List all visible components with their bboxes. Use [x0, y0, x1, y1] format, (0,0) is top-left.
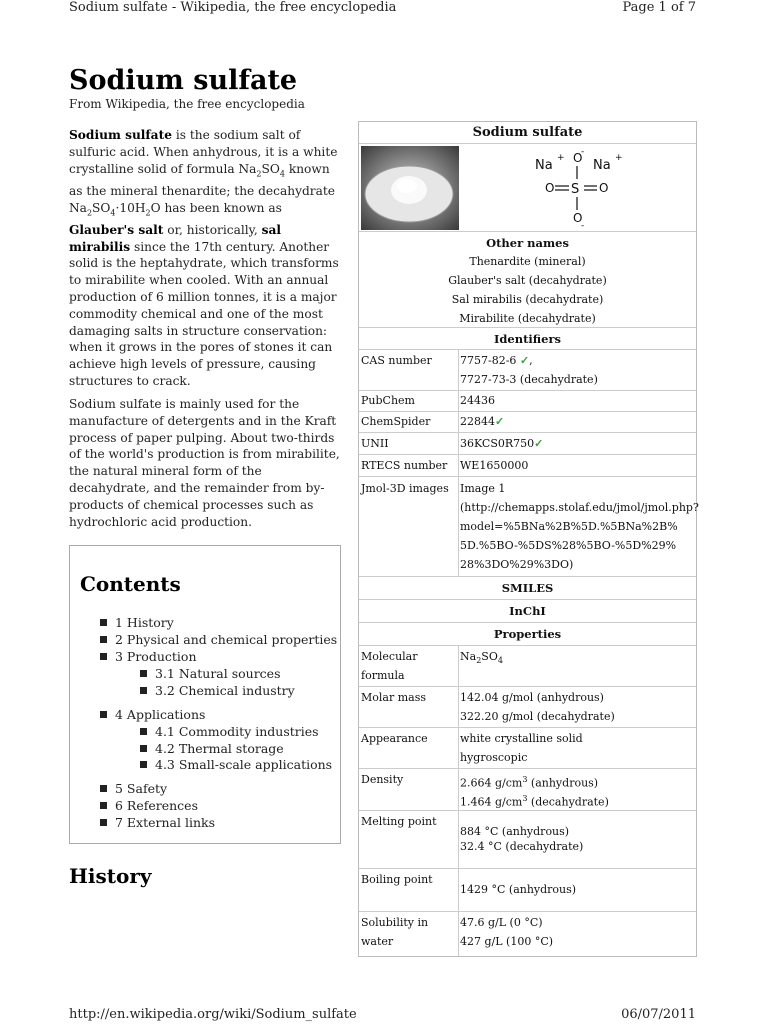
boiling-point-value: 1429 °C (anhydrous)	[460, 883, 577, 896]
bullet-icon	[100, 802, 107, 809]
cas-value[interactable]: 7757-82-6 ✓,	[460, 354, 533, 367]
toc-item-references[interactable]: 6 References	[100, 798, 198, 813]
toc-item-external-links[interactable]: 7 External links	[100, 815, 215, 830]
molecular-formula-label: Molecular	[361, 650, 418, 663]
solubility-label: Solubility in	[361, 916, 429, 929]
svg-text:O: O	[599, 181, 609, 195]
svg-text:S: S	[571, 182, 580, 197]
rtecs-label: RTECS number	[361, 459, 448, 472]
molecular-formula-value: $Na_2SO_4$	[460, 650, 503, 666]
bullet-icon	[100, 619, 107, 626]
usage-paragraph: Sodium sulfate is mainly used for the manufacture of detergents and in the Kraft process of paper pulping. About two-thirds of the world's production is from mirabilite, the natural mineral form of the decahydrate, and the remainder from by-products of chemical processes such as hydrochloric acid production.	[69, 397, 340, 529]
infobox-other-names	[359, 232, 696, 328]
row-unii	[359, 433, 696, 455]
svg-text:Na: Na	[593, 158, 611, 173]
chemspider-value[interactable]: 22844✓	[460, 415, 505, 428]
row-rtecs	[359, 455, 696, 477]
chemspider-label: ChemSpider	[361, 415, 431, 428]
toc-item-properties[interactable]: 2 Physical and chemical properties	[100, 632, 337, 647]
svg-text:-: -	[581, 221, 585, 230]
toc-item-small-scale[interactable]: 4.3 Small-scale applications	[140, 757, 332, 772]
row-melting-point	[359, 811, 696, 869]
other-name-item: Mirabilite (decahydrate)	[459, 312, 596, 325]
appearance-value: white crystalline solid	[460, 732, 583, 745]
other-name-item: Glauber's salt (decahydrate)	[448, 274, 607, 287]
row-boiling-point	[359, 869, 696, 912]
other-name-item: Thenardite (mineral)	[469, 255, 586, 268]
bullet-icon	[100, 711, 107, 718]
print-footer-date: 06/07/2011	[621, 1007, 696, 1022]
pubchem-value[interactable]: 24436	[460, 394, 495, 407]
row-chemspider	[359, 412, 696, 433]
infobox-images	[359, 144, 696, 232]
jmol-url-line: 5D.%5BO-%5DS%28%5BO-%5D%29%	[460, 539, 677, 552]
chembox-infobox	[358, 121, 697, 957]
print-header-page: Page 1 of 7	[622, 0, 696, 15]
bullet-icon	[100, 819, 107, 826]
page-title: Sodium sulfate	[69, 65, 298, 96]
toc-title: Contents	[80, 572, 181, 596]
boiling-point-label: Boiling point	[361, 873, 433, 886]
svg-text:+: +	[557, 153, 565, 163]
rtecs-value: WE1650000	[460, 459, 529, 472]
bullet-icon	[100, 636, 107, 643]
svg-text:O: O	[573, 151, 583, 165]
svg-text:Na: Na	[535, 158, 553, 173]
sample-photo	[361, 146, 459, 230]
row-pubchem	[359, 391, 696, 412]
cas-value-decahydrate[interactable]: 7727-73-3 (decahydrate)	[460, 373, 598, 386]
row-density	[359, 769, 696, 811]
smiles-toggle[interactable]: SMILES	[359, 577, 696, 600]
cas-label: CAS number	[361, 354, 432, 367]
appearance-value-2: hygroscopic	[460, 751, 528, 764]
bullet-icon	[140, 728, 147, 735]
solubility-cold: 47.6 g/L (0 °C)	[460, 916, 543, 929]
other-name-item: Sal mirabilis (decahydrate)	[451, 293, 604, 306]
bullet-icon	[100, 653, 107, 660]
svg-text:-: -	[581, 147, 585, 157]
row-molecular-formula	[359, 646, 696, 687]
pubchem-label: PubChem	[361, 394, 415, 407]
solubility-label-2: water	[361, 935, 394, 948]
svg-text:O: O	[573, 211, 583, 225]
jmol-url-line: model=%5BNa%2B%5D.%5BNa%2B%	[460, 520, 678, 533]
bullet-icon	[140, 745, 147, 752]
molar-mass-anhydrous: 142.04 g/mol (anhydrous)	[460, 691, 604, 704]
solubility-hot: 427 g/L (100 °C)	[460, 935, 554, 948]
inchi-toggle[interactable]: InChI	[359, 600, 696, 623]
jmol-label: Jmol-3D images	[361, 482, 449, 495]
check-icon: ✓	[519, 354, 530, 367]
jmol-url-line: (http://chemapps.stolaf.edu/jmol/jmol.php?	[460, 501, 699, 514]
structure-diagram	[527, 146, 647, 230]
toc-item-applications[interactable]: 4 Applications	[100, 707, 205, 722]
density-label: Density	[361, 773, 404, 786]
identifiers-heading: Identifiers	[359, 328, 696, 350]
appearance-label: Appearance	[361, 732, 428, 745]
table-of-contents	[69, 545, 341, 844]
section-heading-history: History	[69, 864, 152, 888]
row-solubility	[359, 912, 696, 956]
other-names-heading: Other names	[486, 236, 569, 250]
properties-heading: Properties	[359, 623, 696, 646]
density-anhydrous: 2.664 $g/cm^3$ (anhydrous)	[460, 775, 599, 790]
bullet-icon	[140, 687, 147, 694]
row-molar-mass	[359, 687, 696, 728]
density-decahydrate: 1.464 $g/cm^3$ (decahydrate)	[460, 794, 609, 809]
row-appearance	[359, 728, 696, 769]
svg-text:+: +	[615, 153, 623, 163]
print-footer-url[interactable]: http://en.wikipedia.org/wiki/Sodium_sulfate	[69, 1007, 357, 1022]
bullet-icon	[140, 670, 147, 677]
check-icon: ✓	[534, 437, 544, 450]
print-header-title: Sodium sulfate - Wikipedia, the free encyclopedia	[69, 0, 397, 15]
unii-label: UNII	[361, 437, 389, 450]
page-subtitle: From Wikipedia, the free encyclopedia	[69, 97, 305, 111]
row-cas-number	[359, 350, 696, 391]
toc-item-thermal-storage[interactable]: 4.2 Thermal storage	[140, 741, 284, 756]
molar-mass-decahydrate: 322.20 g/mol (decahydrate)	[460, 710, 615, 723]
toc-item-history[interactable]: 1 History	[100, 615, 174, 630]
melting-point-decahydrate: 32.4 °C (decahydrate)	[460, 840, 584, 853]
toc-item-commodity-industries[interactable]: 4.1 Commodity industries	[140, 724, 319, 739]
toc-item-chemical-industry[interactable]: 3.2 Chemical industry	[140, 683, 295, 698]
molar-mass-label: Molar mass	[361, 691, 426, 704]
jmol-url-line: 28%3DO%29%3DO)	[460, 558, 574, 571]
intro-paragraph: Sodium sulfate is the sodium salt of sulfuric acid. When anhydrous, it is a white crystalline solid of formula $Na_2SO_4$ known as the mineral thenardite; the decahydrate $Na_2SO_4\cdot 10H_2O$ has been known as Glauber's salt or, historically, sal mirabilis since the 17th century. Another solid is the heptahydrate, which transforms to mirabilite when cooled. With an annual production of 6 million tonnes, it is a major commodity chemical and one of the most damaging salts in structure conservation: when it grows in the pores of stones it can achieve high levels of pressure, causing structures to crack.	[69, 128, 339, 389]
svg-text:O: O	[545, 181, 555, 195]
molecular-formula-label-2: formula	[361, 669, 405, 682]
jmol-link[interactable]: Image 1	[460, 482, 506, 495]
toc-item-safety[interactable]: 5 Safety	[100, 781, 167, 796]
row-jmol	[359, 477, 699, 577]
toc-item-natural-sources[interactable]: 3.1 Natural sources	[140, 666, 281, 681]
check-icon: ✓	[495, 415, 505, 428]
infobox-title: Sodium sulfate	[359, 122, 696, 144]
melting-point-anhydrous: 884 °C (anhydrous)	[460, 825, 570, 838]
toc-item-production[interactable]: 3 Production	[100, 649, 197, 664]
melting-point-label: Melting point	[361, 815, 437, 828]
bullet-icon	[100, 785, 107, 792]
bullet-icon	[140, 761, 147, 768]
unii-value[interactable]: 36KCS0R750✓	[460, 437, 544, 450]
